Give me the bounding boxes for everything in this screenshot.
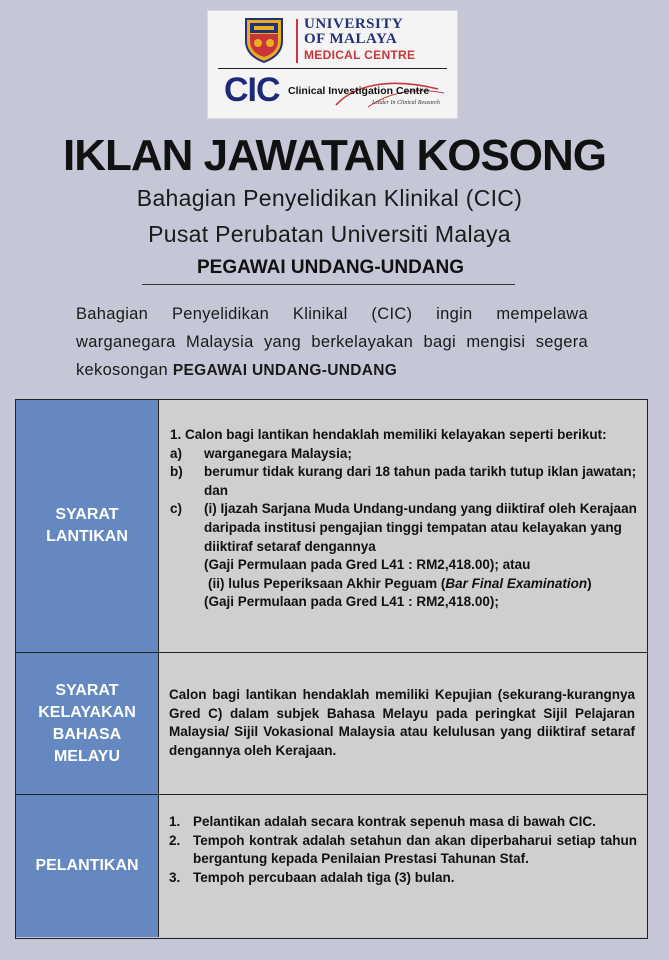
c-ii-pre: (ii) lulus Peperiksaan Akhir Peguam ( bbox=[208, 575, 446, 591]
row-label-syarat-kelayakan-bm bbox=[16, 653, 159, 794]
university-name-line1: UNIVERSITY bbox=[304, 16, 404, 32]
intro-position: PEGAWAI UNDANG-UNDANG bbox=[172, 362, 398, 379]
item-text: Tempoh kontrak adalah setahun dan akan diperbaharui setiap tahun bergantung kepada Penilaian Prestasi Tahunan Staf. bbox=[193, 832, 637, 867]
bm-requirement-text: Calon bagi lantikan hendaklah memiliki Kepujian (sekurang-kurangnya Gred C) dalam subjek Bahasa Melayu pada peringkat Sijil Pelajaran Malaysia/ Sijil Vokasional Malaysia atau kelulusan yang diiktiraf setaraf dengannya oleh Kerajaan. bbox=[169, 687, 635, 758]
cic-logo-text: CIC bbox=[224, 71, 280, 109]
department-name: Bahagian Penyelidikan Klinikal (CIC) bbox=[136, 185, 523, 211]
university-crest-icon bbox=[244, 17, 284, 63]
position-title: PEGAWAI UNDANG-UNDANG bbox=[196, 257, 465, 278]
logo-separator bbox=[296, 19, 298, 63]
medical-centre-label: MEDICAL CENTRE bbox=[304, 48, 416, 62]
list-item bbox=[169, 869, 637, 888]
row-label-line: PELANTIKAN bbox=[35, 857, 139, 874]
salary-c-ii: (Gaji Permulaan pada Gred L41 : RM2,418.00); bbox=[204, 594, 499, 610]
c-ii-italic: Bar Final Examination bbox=[445, 575, 588, 591]
row-body-syarat-kelayakan-bm bbox=[159, 653, 647, 794]
intro-paragraph bbox=[76, 300, 588, 385]
item-text: berumur tidak kurang dari 18 tahun pada tarikh tutup iklan jawatan; dan bbox=[204, 464, 637, 498]
item-marker: c) bbox=[170, 501, 183, 517]
requirement-item-b bbox=[170, 463, 637, 500]
row-label-syarat-lantikan bbox=[16, 400, 159, 652]
item-text: warganegara Malaysia; bbox=[204, 445, 352, 461]
item-marker: 2. bbox=[169, 832, 181, 848]
row-label-line: MELAYU bbox=[53, 747, 121, 765]
intro-text: Bahagian Penyelidikan Klinikal (CIC) ingin mempelawa warganegara Malaysia yang berkelayakan bagi mengisi segera kekosongan bbox=[76, 305, 588, 379]
item-marker: 3. bbox=[169, 869, 181, 885]
item-text-c-ii bbox=[186, 575, 637, 594]
cic-tagline: Leader In Clinical Research bbox=[372, 100, 440, 106]
item-text: Pelantikan adalah secara kontrak sepenuh masa di bawah CIC. bbox=[193, 814, 596, 829]
page-title: IKLAN JAWATAN KOSONG bbox=[62, 131, 607, 180]
row-label-line: BAHASA bbox=[52, 725, 122, 743]
row-body-syarat-lantikan bbox=[159, 400, 647, 652]
c-ii-post: ) bbox=[587, 575, 592, 591]
requirement-item-c bbox=[170, 500, 637, 612]
item-text-c-i: (i) Ijazah Sarjana Muda Undang-undang yang diiktiraf oleh Kerajaan daripada institusi pengajian tinggi tempatan atau kelayakan yang diiktiraf setaraf dengannya bbox=[204, 501, 637, 554]
table-row-syarat-lantikan bbox=[16, 400, 647, 653]
row-label-line: LANTIKAN bbox=[46, 528, 128, 545]
requirements-table bbox=[15, 399, 648, 939]
requirement-item-a bbox=[170, 445, 637, 464]
row-label-line: KELAYAKAN bbox=[38, 703, 136, 721]
university-name-line2: OF MALAYA bbox=[304, 31, 398, 47]
table-row-pelantikan bbox=[16, 795, 647, 937]
table-row-syarat-kelayakan-bm bbox=[16, 653, 647, 795]
item-marker: 1. bbox=[169, 814, 181, 829]
salary-c-i: (Gaji Permulaan pada Gred L41 : RM2,418.00); atau bbox=[204, 557, 531, 573]
logo-divider bbox=[218, 68, 447, 69]
row-label-line: SYARAT bbox=[55, 506, 119, 523]
title-underline bbox=[142, 284, 515, 285]
institution-name: Pusat Perubatan Universiti Malaya bbox=[148, 221, 511, 247]
logo-panel bbox=[207, 10, 458, 119]
item-marker: a) bbox=[170, 445, 183, 461]
cic-full-name: Clinical Investigation Centre bbox=[288, 85, 430, 97]
requirement-intro: 1. Calon bagi lantikan hendaklah memiliki kelayakan seperti berikut: bbox=[170, 427, 607, 442]
row-body-pelantikan bbox=[159, 795, 647, 937]
list-item bbox=[169, 813, 637, 832]
row-label-line: SYARAT bbox=[55, 681, 119, 699]
item-text: Tempoh percubaan adalah tiga (3) bulan. bbox=[193, 869, 455, 885]
row-label-pelantikan bbox=[16, 795, 159, 937]
item-marker: b) bbox=[170, 464, 183, 480]
list-item bbox=[169, 832, 637, 869]
